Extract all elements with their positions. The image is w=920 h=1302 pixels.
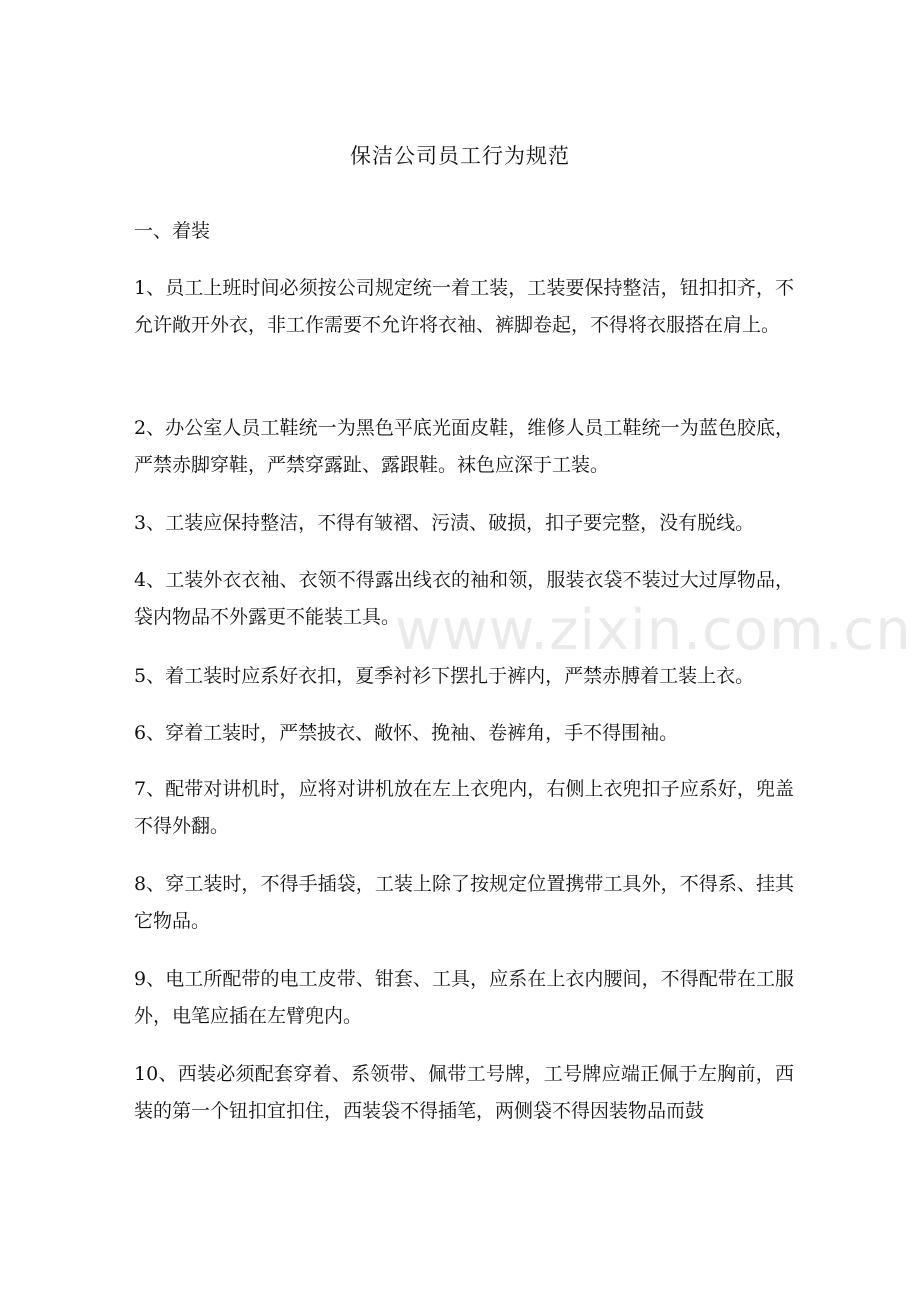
rule-item-10: 10、西装必须配套穿着、系领带、佩带工号牌，工号牌应端正佩于左胸前，西装的第一个钮扣宜扣住，西装袋不得插笔，两侧袋不得因装物品而鼓 [134,1063,794,1122]
rule-item-8: 8、穿工装时，不得手插袋，工装上除了按规定位置携带工具外，不得系、挂其它物品。 [134,873,794,932]
page-title: 保洁公司员工行为规范 [350,144,570,168]
rule-item-2: 2、办公室人员工鞋统一为黑色平底光面皮鞋，维修人员工鞋统一为蓝色胶底，严禁赤脚穿鞋，严禁穿露趾、露跟鞋。袜色应深于工装。 [134,417,794,476]
rule-item-6: 6、穿着工装时，严禁披衣、敞怀、挽袖、卷裤角，手不得围袖。 [134,722,679,744]
rule-item-3: 3、工装应保持整洁，不得有皱褶、污渍、破损，扣子要完整，没有脱线。 [134,512,755,534]
rule-item-1: 1、员工上班时间必须按公司规定统一着工装，工装要保持整洁，钮扣扣齐，不允许敞开外衣，非工作需要不允许将衣袖、裤脚卷起，不得将衣服搭在肩上。 [134,277,794,336]
rule-item-5: 5、着工装时应系好衣扣，夏季衬衫下摆扎于裤内，严禁赤膊着工装上衣。 [134,665,755,687]
watermark-text: www.zixin.com.cn [395,598,912,663]
section-heading: 一、着装 [134,220,211,242]
rule-item-4: 4、工装外衣衣袖、衣领不得露出线衣的袖和领，服装衣袋不装过大过厚物品，袋内物品不外露更不能装工具。 [134,569,794,628]
rule-item-7: 7、配带对讲机时，应将对讲机放在左上衣兜内，右侧上衣兜扣子应系好，兜盖不得外翻。 [134,778,794,837]
rule-item-9: 9、电工所配带的电工皮带、钳套、工具，应系在上衣内腰间，不得配带在工服外，电笔应插在左臂兜内。 [134,968,794,1027]
